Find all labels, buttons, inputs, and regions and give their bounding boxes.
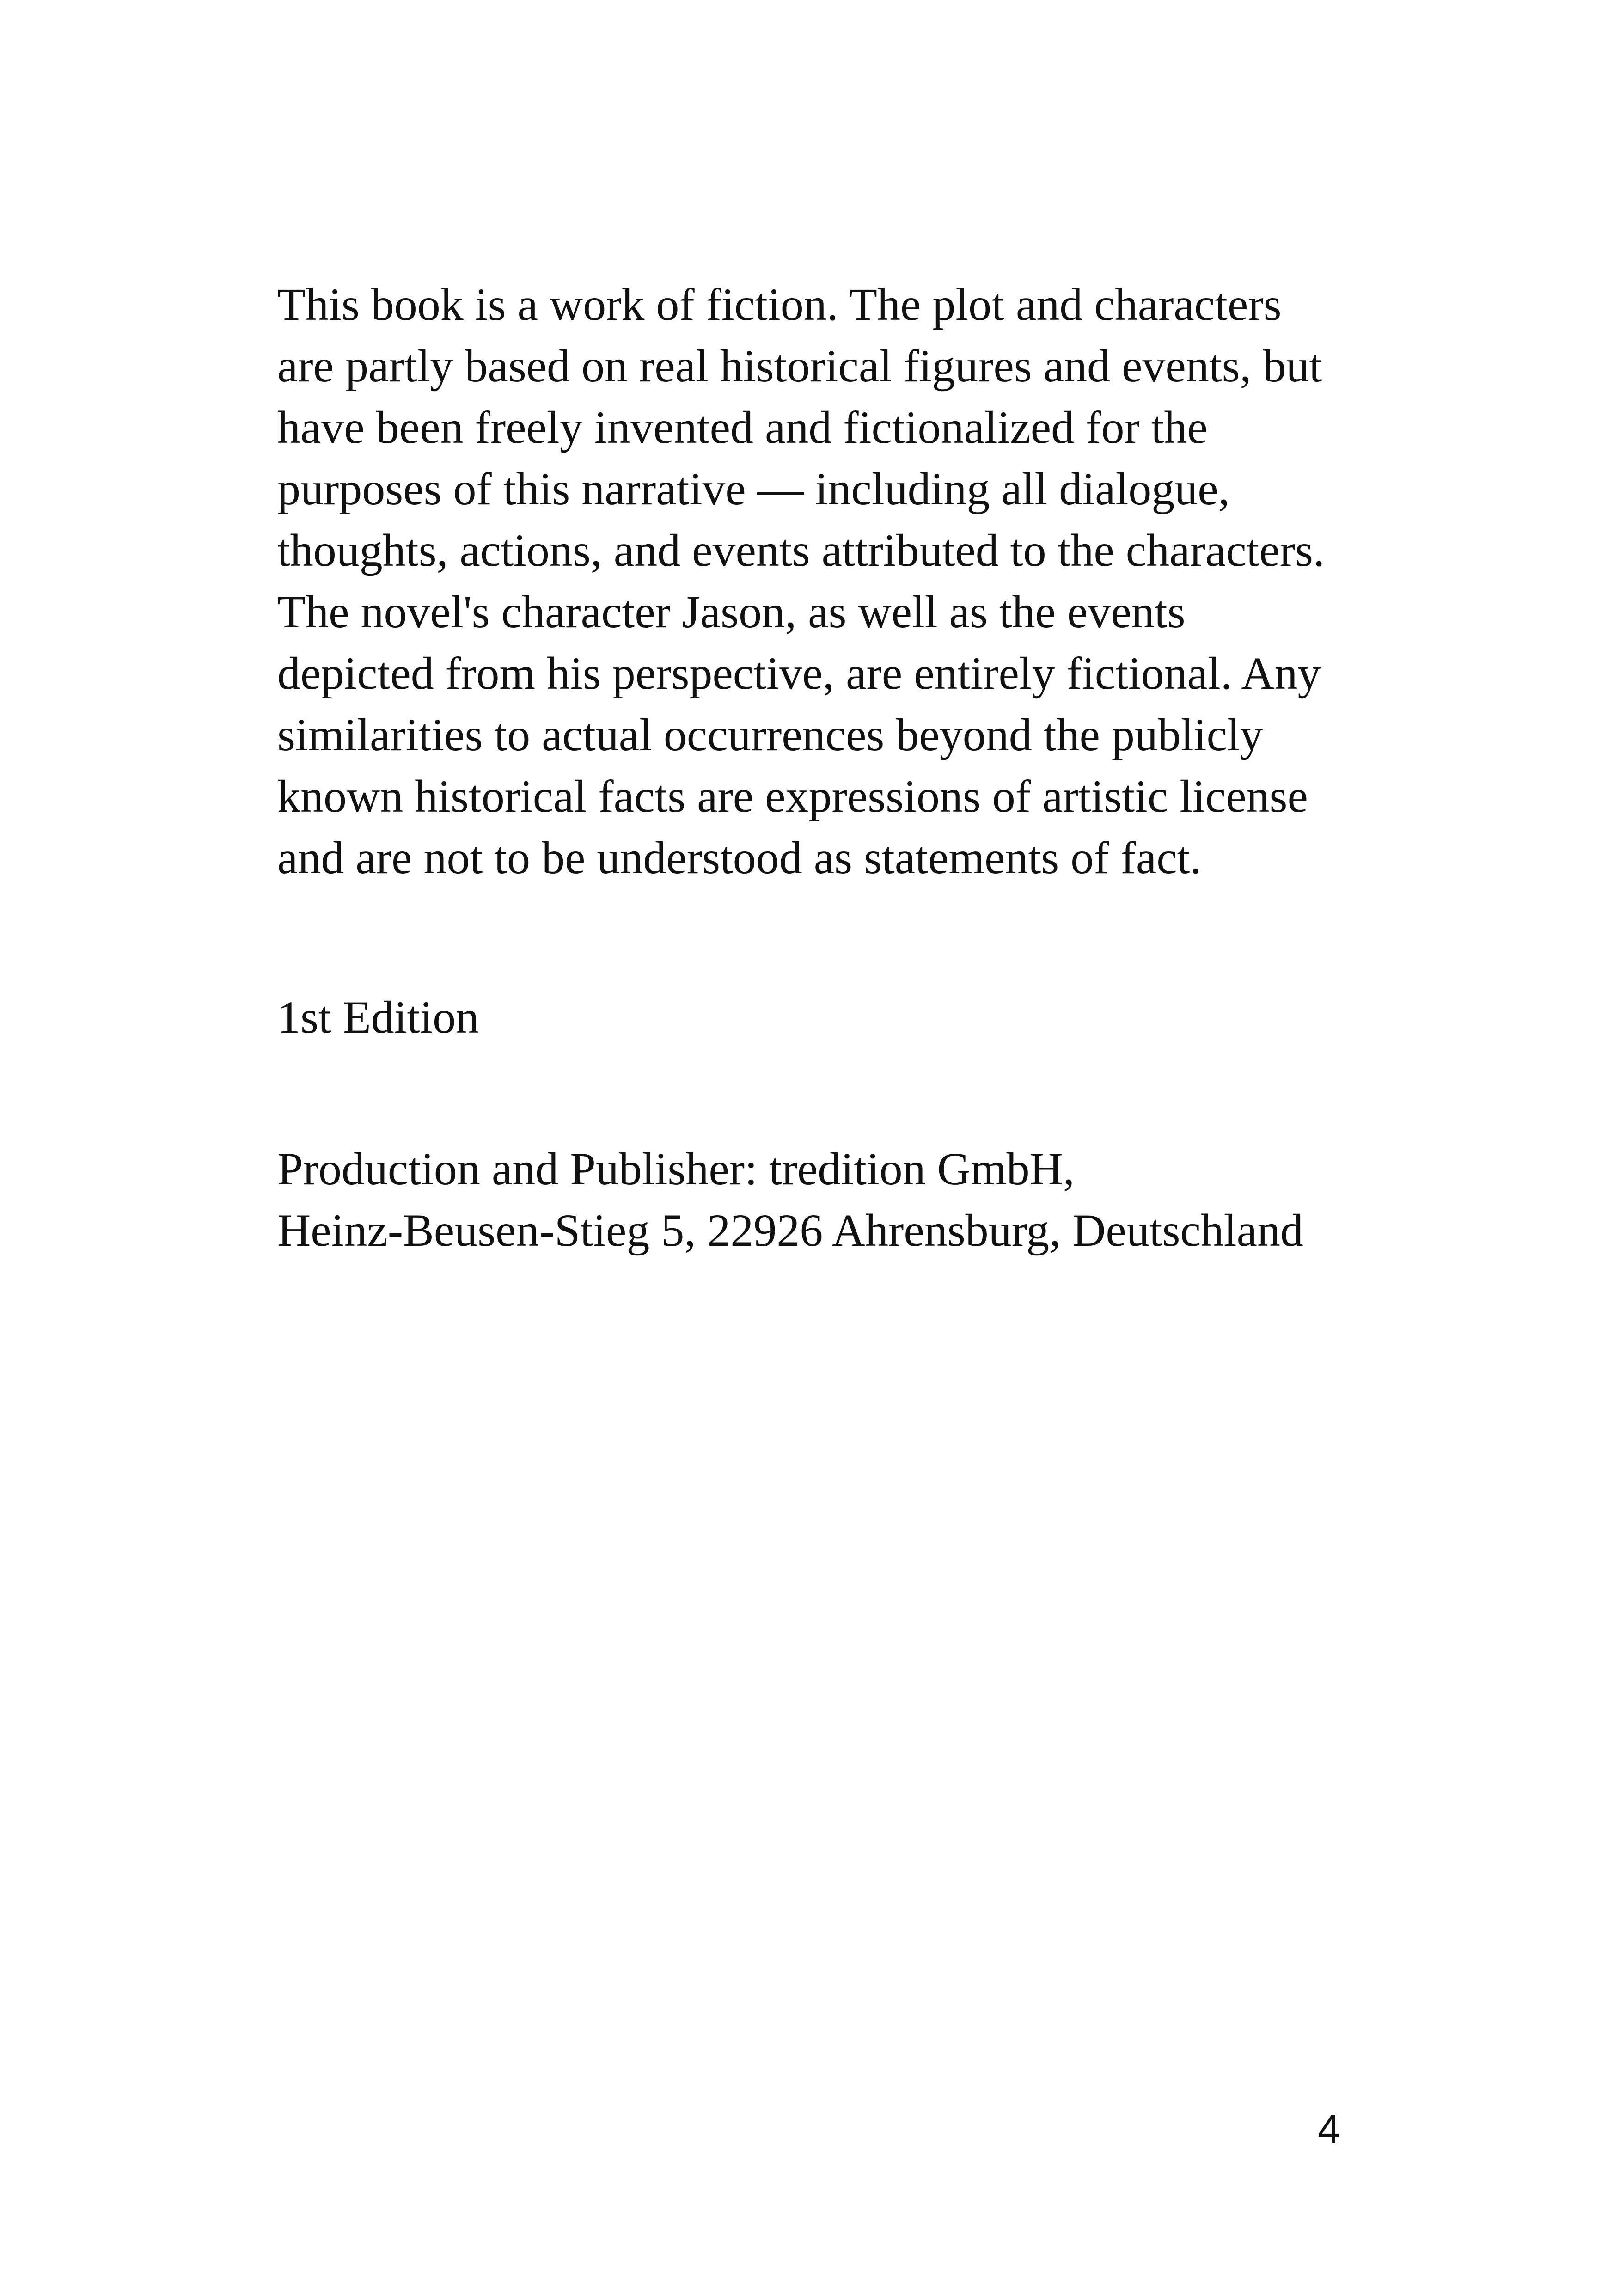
publisher-address: Heinz-Beusen-Stieg 5, 22926 Ahrensburg, Deutschland: [277, 1205, 1303, 1256]
edition-note: [277, 986, 1368, 1048]
disclaimer-line: have been freely invented and fictionalized for the: [277, 402, 1208, 453]
disclaimer-line: The novel's character Jason, as well as the events: [277, 586, 1186, 637]
page-number: 4: [1318, 2106, 1340, 2152]
publisher-info: [277, 1138, 1368, 1261]
disclaimer-line: similarities to actual occurrences beyond the publicly: [277, 709, 1263, 760]
disclaimer-line: known historical facts are expressions of artistic license: [277, 771, 1308, 822]
disclaimer-line: are partly based on real historical figures and events, but: [277, 340, 1322, 392]
edition-text: 1st Edition: [277, 992, 479, 1043]
disclaimer-line: thoughts, actions, and events attributed to the characters.: [277, 525, 1325, 576]
fiction-disclaimer: [277, 274, 1368, 888]
disclaimer-line: depicted from his perspective, are entirely fictional. Any: [277, 648, 1321, 699]
disclaimer-line: purposes of this narrative — including all dialogue,: [277, 463, 1230, 514]
disclaimer-line: This book is a work of fiction. The plot and characters: [277, 279, 1282, 330]
publisher-line-1: Production and Publisher: tredition GmbH,: [277, 1143, 1075, 1194]
disclaimer-line: and are not to be understood as statements of fact.: [277, 832, 1202, 883]
